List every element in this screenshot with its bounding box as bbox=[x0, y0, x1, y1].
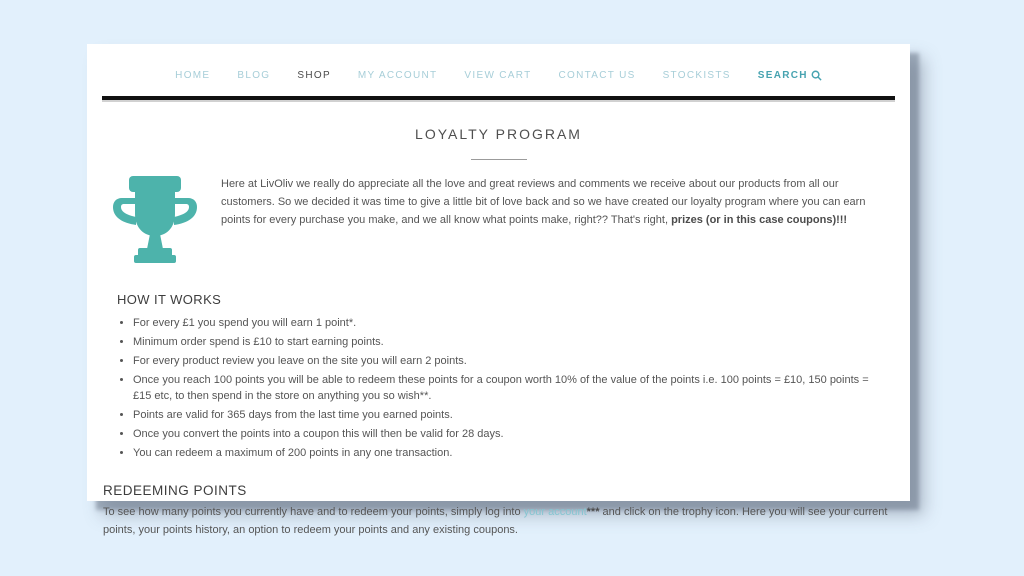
nav-item-search[interactable] bbox=[758, 70, 822, 81]
search-label: SEARCH bbox=[757, 70, 808, 81]
list-item: • Minimum order spend is £10 to start earning points. bbox=[133, 335, 875, 351]
main-navigation bbox=[87, 44, 910, 86]
intro-bold-text: prizes (or in this case coupons)!!! bbox=[671, 213, 848, 226]
list-item: • You can redeem a maximum of 200 points in any one transaction. bbox=[133, 446, 875, 462]
nav-item-view-cart[interactable]: VIEW CART bbox=[464, 70, 532, 81]
magnifier-icon bbox=[811, 70, 822, 81]
nav-item-blog[interactable]: BLOG bbox=[237, 70, 271, 81]
list-item: • Once you convert the points into a coupon this will then be valid for 28 days. bbox=[133, 427, 875, 443]
redeem-text-after-link: and click on the trophy icon. Here you will see your current points, your points history, an option to redeem your points and any existing coupons. bbox=[103, 505, 888, 536]
how-it-works-section bbox=[87, 292, 910, 462]
page-title: LOYALTY PROGRAM bbox=[415, 126, 582, 142]
intro-text: Here at LivOliv we really do appreciate all the love and great reviews and comments we receive about our products from all our customers. So we decided it was time to give a little bit of love back and so we have created our loyalty program where you can earn points for every purchase you make, and we all know what points make, right?? That's right, bbox=[221, 178, 866, 226]
redeem-text-before-link: To see how many points you currently have and to redeem your points, simply log into bbox=[103, 505, 524, 518]
nav-item-my-account[interactable]: MY ACCOUNT bbox=[357, 70, 438, 81]
redeem-asterisks: *** bbox=[586, 505, 600, 518]
how-it-works-heading: HOW IT WORKS bbox=[117, 292, 222, 307]
nav-item-home[interactable]: HOME bbox=[175, 70, 211, 81]
list-item: • Points are valid for 365 days from the last time you earned points. bbox=[133, 408, 875, 424]
how-it-works-list bbox=[87, 316, 910, 462]
list-item: • For every £1 you spend you will earn 1 point*. bbox=[133, 316, 875, 332]
nav-divider bbox=[102, 96, 895, 100]
intro-section bbox=[87, 160, 910, 267]
redeeming-points-heading: REDEEMING POINTS bbox=[103, 482, 247, 498]
redeeming-paragraph bbox=[103, 503, 894, 539]
redeeming-points-section bbox=[87, 483, 910, 539]
list-item: • Once you reach 100 points you will be able to redeem these points for a coupon worth 10% of the value of the points i.e. 100 points = £10, 150 points = £15 etc, to then spend in the store on anything you so wish**. bbox=[133, 373, 875, 405]
list-item: • For every product review you leave on the site you will earn 2 points. bbox=[133, 354, 875, 370]
content-card bbox=[87, 44, 910, 536]
trophy-icon bbox=[105, 171, 205, 267]
nav-item-stockists[interactable]: STOCKISTS bbox=[662, 70, 731, 81]
your-account-link[interactable]: your account bbox=[523, 505, 587, 518]
nav-item-shop[interactable]: SHOP bbox=[297, 70, 331, 81]
nav-item-contact-us[interactable]: CONTACT US bbox=[558, 70, 636, 81]
intro-paragraph bbox=[221, 171, 879, 229]
